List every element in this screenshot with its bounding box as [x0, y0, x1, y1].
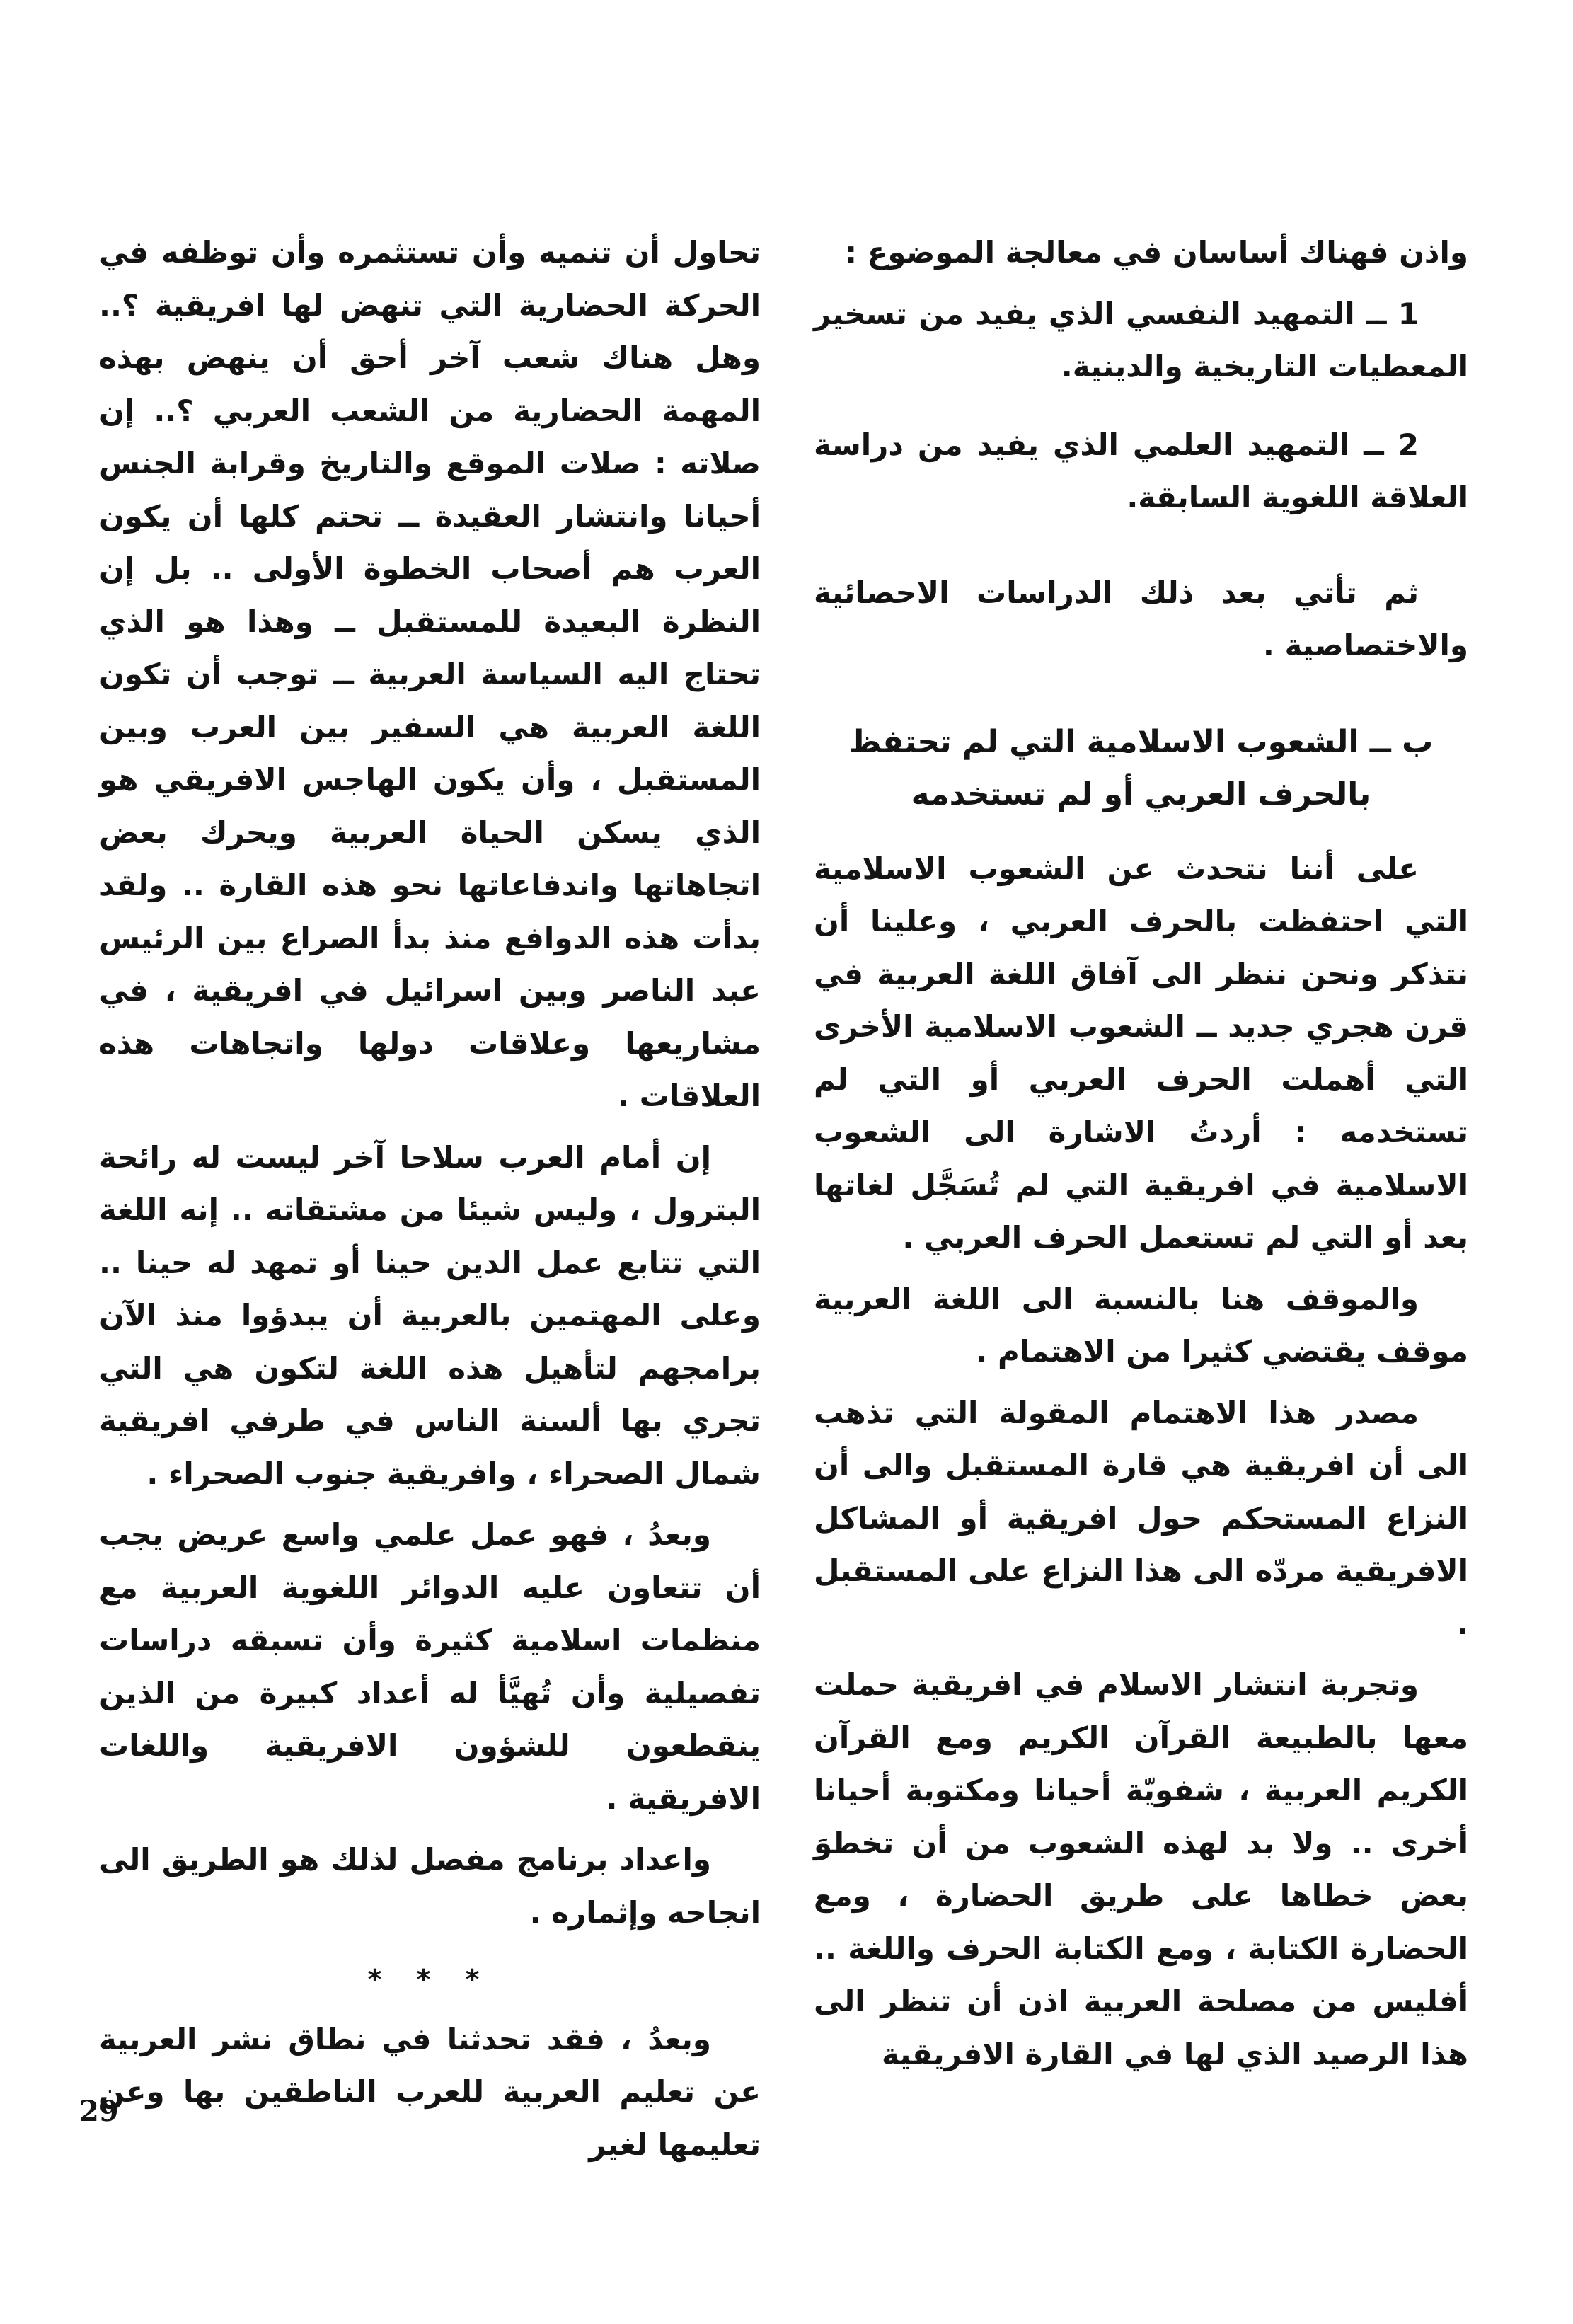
section-separator: * * * — [367, 1964, 492, 1995]
section-heading: ب ــ الشعوب الاسلامية التي لم تحتفظ بالحرف العربي أو لم تستخدمه — [848, 723, 1434, 812]
paragraph: والموقف هنا بالنسبة الى اللغة العربية موقف يقتضي كثيرا من الاهتمام . — [814, 1281, 1468, 1369]
paragraph: على أننا نتحدث عن الشعوب الاسلامية التي احتفظت بالحرف العربي ، وعلينا أن نتذكر ونحن ننظر الى آفاق اللغة العربية في قرن هجري جديد ــ الشعوب الاسلامية الأخرى التي أهملت الحرف العربي أو التي لم تستخدمه : أردتُ الاشارة الى الشعوب الاسلامية في افريقية التي لم تُسَجَّل لغاتها بعد أو التي لم تستعمل الحرف العربي . — [814, 851, 1468, 1255]
page-number: 29 — [79, 2095, 119, 2128]
paragraph: إن أمام العرب سلاحا آخر ليست له رائحة البترول ، وليس شيئا من مشتقاته .. إنه اللغة التي تتابع عمل الدين حينا أو تمهد له حينا .. وعلى المهتمين بالعربية أن يبدؤوا منذ الآن برامجهم لتأهيل هذه اللغة لتكون هي التي تجري بها ألسنة الناس في طرفي افريقية شمال الصحراء ، وافريقية جنوب الصحراء . — [99, 1139, 761, 1491]
left-column — [99, 226, 761, 2171]
paragraph: واعداد برنامج مفصل لذلك هو الطريق الى انجاحه وإثماره . — [99, 1842, 761, 1930]
list-item-2: 2 ــ التمهيد العلمي الذي يفيد من دراسة العلاقة اللغوية السابقة. — [814, 427, 1468, 514]
paragraph: وبعدُ ، فهو عمل علمي واسع عريض يجب أن تتعاون عليه الدوائر اللغوية العربية مع منظمات اسلامية كثيرة وأن تسبقه دراسات تفصيلية وأن تُهيَّأ له أعداد كبيرة من الذين ينقطعون للشؤون الافريقية واللغات الافريقية . — [99, 1517, 761, 1816]
paragraph: وبعدُ ، فقد تحدثنا في نطاق نشر العربية عن تعليم العربية للعرب الناطقين بها وعن تعليمها لغير — [99, 2021, 761, 2162]
right-column — [814, 226, 1468, 2081]
paragraph-then: ثم تأتي بعد ذلك الدراسات الاحصائية والاختصاصية . — [814, 575, 1468, 662]
paragraph: تحاول أن تنميه وأن تستثمره وأن توظفه في الحركة الحضارية التي تنهض لها افريقية ؟.. وهل هناك شعب آخر أحق أن ينهض بهذه المهمة الحضارية من الشعب العربي ؟.. إن صلاته : صلات الموقع والتاريخ وقرابة الجنس أحيانا وانتشار العقيدة ــ تحتم كلها أن يكون العرب هم أصحاب الخطوة الأولى .. بل إن النظرة البعيدة للمستقبل ــ وهذا هو الذي تحتاج اليه السياسة العربية ــ توجب أن تكون اللغة العربية هي السفير بين العرب وبين المستقبل ، وأن يكون الهاجس الافريقي هو الذي يسكن الحياة العربية ويحرك بعض اتجاهاتها واندفاعاتها نحو هذه القارة .. ولقد بدأت هذه الدوافع منذ بدأ الصراع بين الرئيس عبد الناصر وبين اسرائيل في افريقية ، في مشاريعها وعلاقات دولها واتجاهات هذه العلاقات . — [99, 235, 761, 1113]
intro-paragraph: واذن فهناك أساسان في معالجة الموضوع : — [845, 235, 1468, 270]
paragraph: مصدر هذا الاهتمام المقولة التي تذهب الى أن افريقية هي قارة المستقبل والى أن النزاع المستحكم حول افريقية أو المشاكل الافريقية مردّه الى هذا النزاع على المستقبل . — [814, 1395, 1468, 1641]
list-item-1: 1 ــ التمهيد النفسي الذي يفيد من تسخير المعطيات التاريخية والدينية. — [814, 296, 1468, 384]
paragraph: وتجربة انتشار الاسلام في افريقية حملت معها بالطبيعة القرآن الكريم ومع القرآن الكريم العربية ، شفويّة أحيانا ومكتوبة أحيانا أخرى .. ولا بد لهذه الشعوب من أن تخطوَ بعض خطاها على طريق الحضارة ، ومع الحضارة الكتابة ، ومع الكتابة الحرف واللغة .. أفليس من مصلحة العربية اذن أن تنظر الى هذا الرصيد الذي لها في القارة الافريقية — [814, 1667, 1468, 2071]
